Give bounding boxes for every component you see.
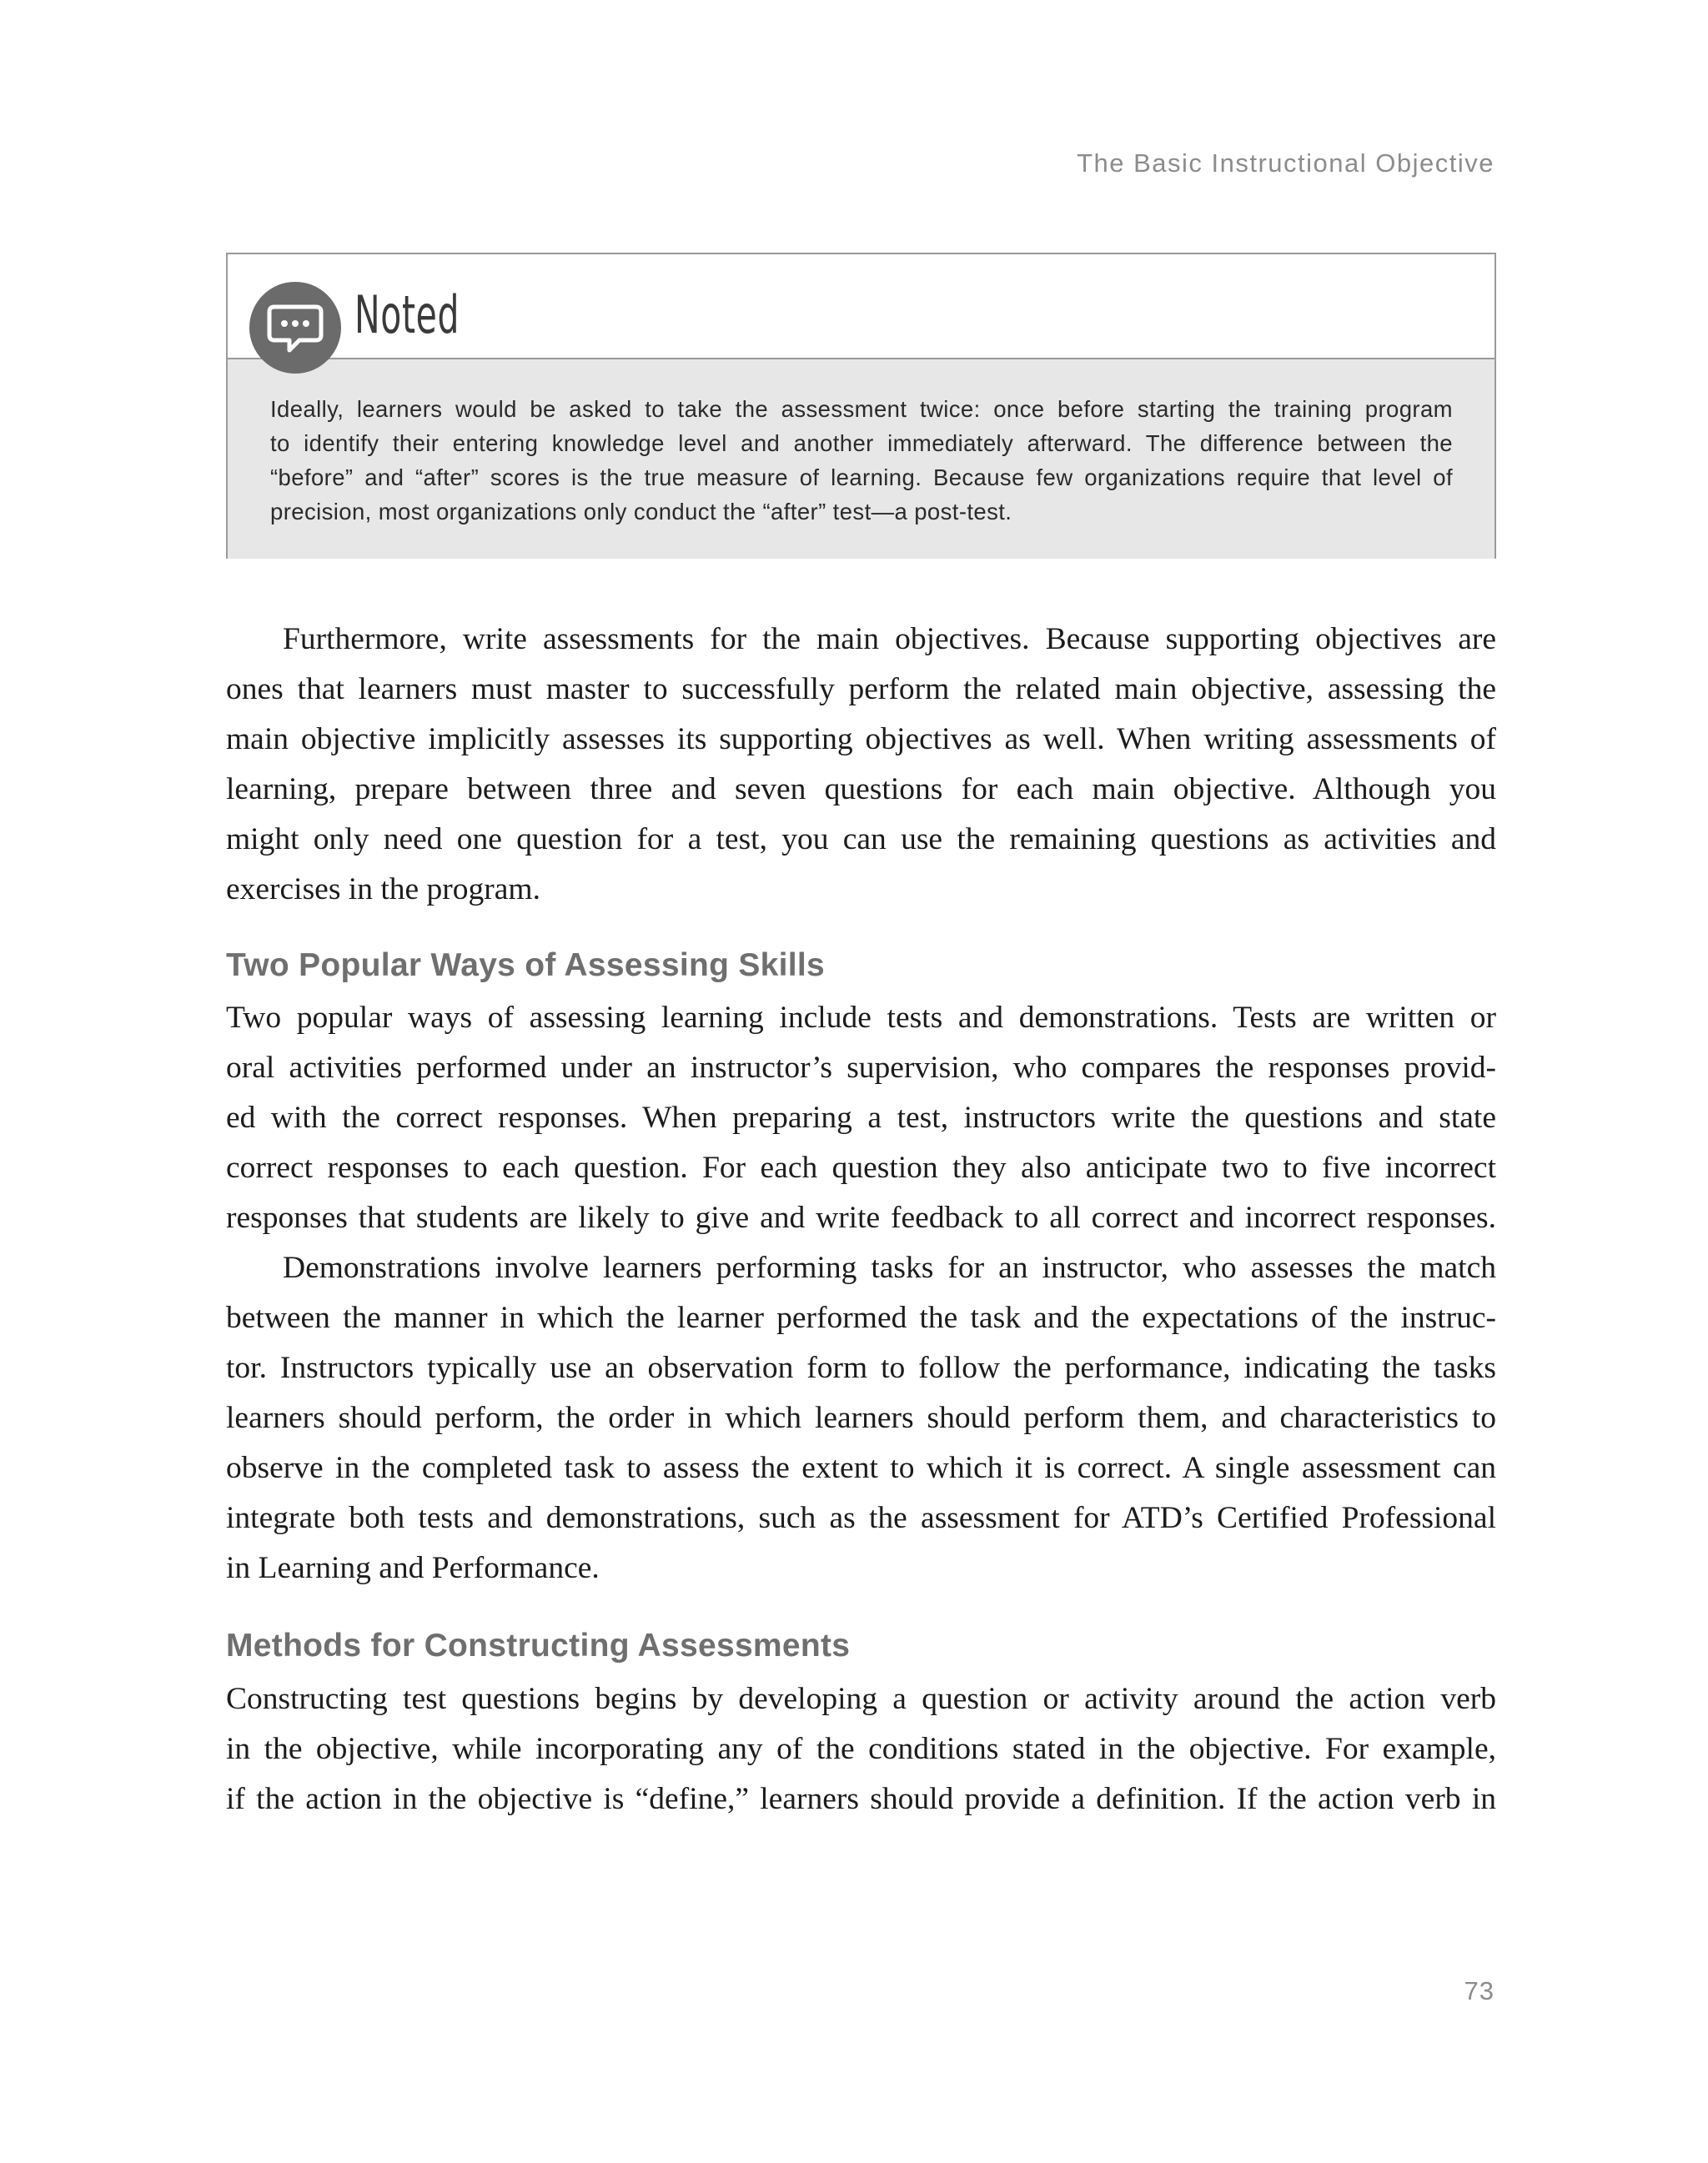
paragraph-line: exercises in the program. xyxy=(226,872,540,906)
section-heading-two-ways xyxy=(226,949,1496,981)
page-number: 73 xyxy=(1464,1976,1494,2005)
speech-bubble-icon xyxy=(249,282,341,374)
paragraph-line: responses that students are likely to give and write feedback to all correct and incorrect responses. xyxy=(226,1201,1496,1235)
paragraph-line: oral activities performed under an instructor’s supervision, who compares the responses provid- xyxy=(226,1051,1496,1085)
intro-paragraph xyxy=(226,615,1496,915)
noted-callout xyxy=(226,253,1496,559)
noted-header xyxy=(228,254,1494,359)
paragraph-line: if the action in the objective is “define,” learners should provide a definition. If the action verb in xyxy=(226,1782,1496,1816)
noted-line: “before” and “after” scores is the true measure of learning. Because few organizations require that level of xyxy=(270,464,1453,490)
paragraph-line: ones that learners must master to successfully perform the related main objective, assessing the xyxy=(226,672,1496,706)
noted-title: Noted xyxy=(354,284,460,345)
two-ways-paragraphs xyxy=(226,993,1496,1593)
methods-paragraph xyxy=(226,1674,1496,1824)
paragraph-line: Constructing test questions begins by developing a question or activity around the action verb xyxy=(226,1682,1496,1716)
noted-body xyxy=(228,359,1494,559)
section-heading-methods xyxy=(226,1629,1496,1662)
noted-line: precision, most organizations only conduct the “after” test—a post-test. xyxy=(270,499,1012,524)
noted-line: to identify their entering knowledge level and another immediately afterward. The difference between the xyxy=(270,430,1453,456)
paragraph-line: correct responses to each question. For each question they also anticipate two to five incorrect xyxy=(226,1151,1496,1185)
section-heading: Two Popular Ways of Assessing Skills xyxy=(226,947,826,983)
paragraph-line: main objective implicitly assesses its supporting objectives as well. When writing assessments of xyxy=(226,722,1496,756)
paragraph-line: learning, prepare between three and seven questions for each main objective. Although you xyxy=(226,772,1496,806)
paragraph-line: learners should perform, the order in which learners should perform them, and characteristics to xyxy=(226,1401,1496,1435)
section-heading: Methods for Constructing Assessments xyxy=(226,1628,851,1664)
paragraph-line: Furthermore, write assessments for the main objectives. Because supporting objectives are xyxy=(283,622,1496,656)
paragraph-line: in the objective, while incorporating any of the conditions stated in the objective. For example, xyxy=(226,1732,1496,1766)
paragraph-line: Demonstrations involve learners performing tasks for an instructor, who assesses the match xyxy=(283,1251,1496,1285)
noted-line: Ideally, learners would be asked to take the assessment twice: once before starting the training program xyxy=(270,396,1453,422)
paragraph-line: tor. Instructors typically use an observation form to follow the performance, indicating the tasks xyxy=(226,1351,1496,1385)
running-head: The Basic Instructional Objective xyxy=(1077,148,1494,178)
paragraph-line: might only need one question for a test, you can use the remaining questions as activities and xyxy=(226,822,1496,856)
paragraph-line: observe in the completed task to assess the extent to which it is correct. A single assessment can xyxy=(226,1451,1496,1485)
paragraph-line: between the manner in which the learner performed the task and the expectations of the instruc- xyxy=(226,1301,1496,1335)
paragraph-line: in Learning and Performance. xyxy=(226,1551,600,1585)
paragraph-line: integrate both tests and demonstrations, such as the assessment for ATD’s Certified Professional xyxy=(226,1501,1496,1535)
paragraph-line: ed with the correct responses. When preparing a test, instructors write the questions and state xyxy=(226,1101,1496,1135)
paragraph-line: Two popular ways of assessing learning include tests and demonstrations. Tests are written or xyxy=(226,1001,1496,1035)
